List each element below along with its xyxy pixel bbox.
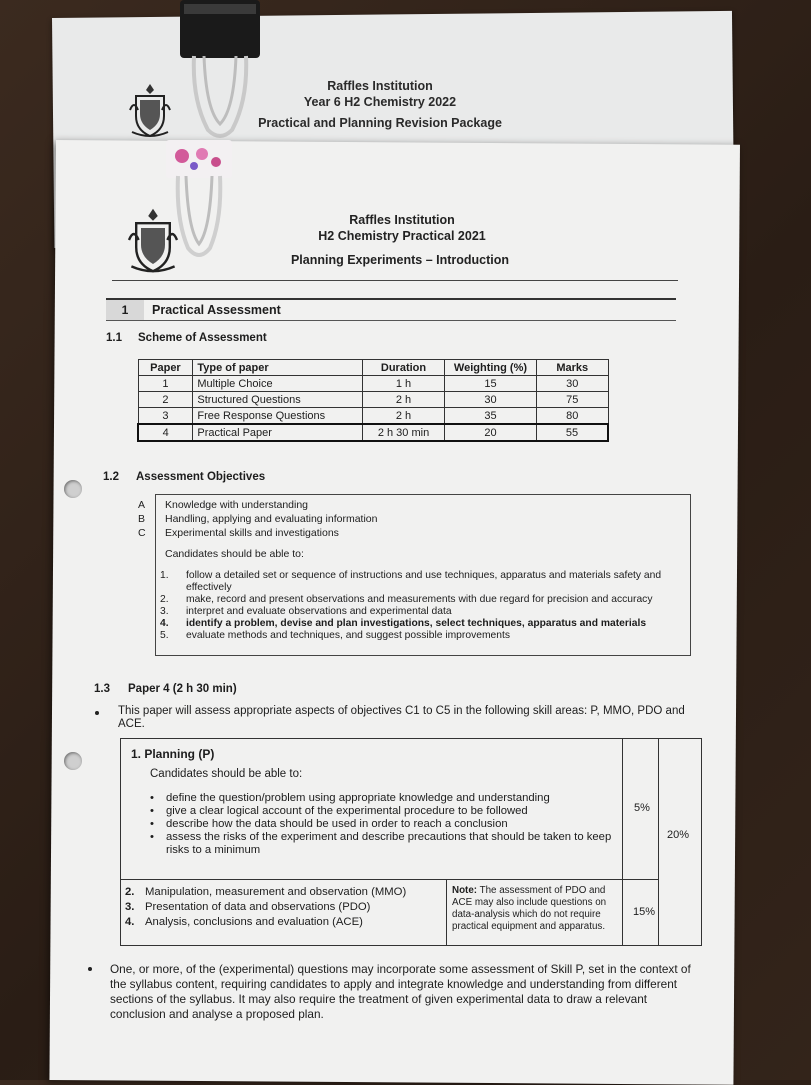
col-paper: Paper [138, 360, 193, 376]
list-item: • define the question/problem using appropriate knowledge and understanding [150, 792, 550, 804]
objectives-list [160, 570, 685, 642]
list-item: 4. Analysis, conclusions and evaluation (ACE) [125, 916, 363, 928]
paper4-number: 1.3 [94, 683, 110, 695]
punch-hole [64, 752, 82, 770]
section-header [106, 298, 676, 321]
scheme-table [137, 359, 609, 442]
col-type: Type of paper [193, 360, 363, 376]
cell: 30 [444, 392, 536, 408]
objective-letter: A [138, 499, 146, 511]
objectives-intro: Candidates should be able to: [165, 548, 304, 560]
table-row [138, 408, 608, 425]
scheme-title: Scheme of Assessment [138, 332, 267, 344]
cell: 2 [138, 392, 193, 408]
punch-hole [64, 480, 82, 498]
objective-name: Knowledge with understanding [165, 499, 309, 511]
objective-name: Handling, applying and evaluating information [165, 513, 378, 525]
table-row [138, 392, 608, 408]
bullet-icon [95, 711, 99, 715]
list-item: • describe how the data should be used in order to reach a conclusion [150, 818, 508, 830]
objective-letter: B [138, 513, 146, 525]
col-marks: Marks [537, 360, 608, 376]
section-title: Practical Assessment [152, 303, 281, 317]
back-institution: Raffles Institution [327, 79, 433, 93]
list-item: 2. make, record and present observations and measurements with due regard for precision and accuracy [160, 594, 653, 605]
list-item: 2. Manipulation, measurement and observation (MMO) [125, 886, 407, 898]
front-course: H2 Chemistry Practical 2021 [318, 229, 486, 243]
cell: Free Response Questions [193, 408, 363, 425]
binder-clip-icon [178, 0, 262, 145]
objective-letter: C [138, 527, 146, 539]
bullet-icon: • [150, 818, 154, 830]
planning-intro: Candidates should be able to: [150, 768, 303, 780]
bullet-icon: • [150, 831, 154, 843]
cell: Practical Paper [193, 424, 363, 441]
cell: 2 h 30 min [363, 424, 445, 441]
cell: 30 [537, 376, 608, 392]
table-row [138, 376, 608, 392]
objectives-title: Assessment Objectives [136, 471, 266, 483]
cell: 55 [537, 424, 608, 441]
list-item: 3. Presentation of data and observations (PDO) [125, 901, 371, 913]
front-title: Planning Experiments – Introduction [290, 253, 510, 267]
cell: 1 h [363, 376, 445, 392]
list-item: 4. identify a problem, devise and plan investigations, select techniques, apparatus and materials [160, 618, 647, 629]
planning-weight: 5% [634, 802, 650, 814]
list-item: • assess the risks of the experiment and describe precautions that should be taken to keep risks to a minimum [150, 831, 612, 856]
cell: 20 [444, 424, 536, 441]
cell: 75 [537, 392, 608, 408]
other-skills-list [125, 885, 445, 930]
objective-names [165, 498, 377, 540]
objective-letters [138, 498, 146, 540]
cell: 4 [138, 424, 193, 441]
planning-list [150, 792, 620, 857]
cell: 35 [444, 408, 536, 425]
list-item: 5. evaluate methods and techniques, and suggest possible improvements [160, 630, 510, 641]
skill-p-paragraph: One, or more, of the (experimental) questions may incorporate some assessment of Skill P, set in the context of the syllabus content, requiring candidates to apply and integrate knowledge and understanding from different sections of the syllabus. It may also require the treatment of given experimental data to draw a relevant conclusion and analyse a proposed plan. [110, 962, 691, 1021]
paper4-title: Paper 4 (2 h 30 min) [128, 683, 237, 695]
list-item: 3. interpret and evaluate observations and experimental data [160, 606, 452, 617]
list-item: 1. follow a detailed set or sequence of instructions and use techniques, apparatus and materials safety and effectively [160, 570, 662, 593]
list-item: • give a clear logical account of the experimental procedure to be followed [150, 805, 528, 817]
cell: Structured Questions [193, 392, 363, 408]
cell: Multiple Choice [193, 376, 363, 392]
section-number: 1 [106, 300, 144, 320]
cell: 3 [138, 408, 193, 425]
bullet-icon: • [150, 792, 154, 804]
school-crest-icon [128, 80, 172, 140]
school-crest-icon [126, 204, 180, 276]
other-skills-weight: 15% [633, 906, 656, 918]
scheme-header-row [138, 360, 608, 376]
planning-title: 1. Planning (P) [131, 747, 215, 761]
bullet-icon: • [150, 805, 154, 817]
cell: 2 h [363, 392, 445, 408]
objective-name: Experimental skills and investigations [165, 527, 339, 539]
header-divider [112, 280, 678, 281]
table-row-highlighted [138, 424, 608, 441]
paper4-description: This paper will assess appropriate aspects of objectives C1 to C5 in the following skill areas: P, MMO, PDO and ACE. [118, 705, 685, 730]
cell: 80 [537, 408, 608, 425]
back-package-title: Practical and Planning Revision Package [258, 116, 502, 130]
bullet-icon [88, 967, 92, 971]
col-duration: Duration [363, 360, 445, 376]
cell: 15 [444, 376, 536, 392]
total-weight: 20% [667, 829, 690, 841]
cell: 1 [138, 376, 193, 392]
cell: 2 h [363, 408, 445, 425]
front-institution: Raffles Institution [349, 213, 455, 227]
pdo-ace-note: Note: The assessment of PDO and ACE may also include questions on data-analysis which do not require practical equipment and apparatus. [452, 885, 607, 932]
col-weighting: Weighting (%) [444, 360, 536, 376]
objectives-number: 1.2 [103, 471, 119, 483]
scheme-number: 1.1 [106, 332, 122, 344]
back-course: Year 6 H2 Chemistry 2022 [303, 95, 457, 109]
